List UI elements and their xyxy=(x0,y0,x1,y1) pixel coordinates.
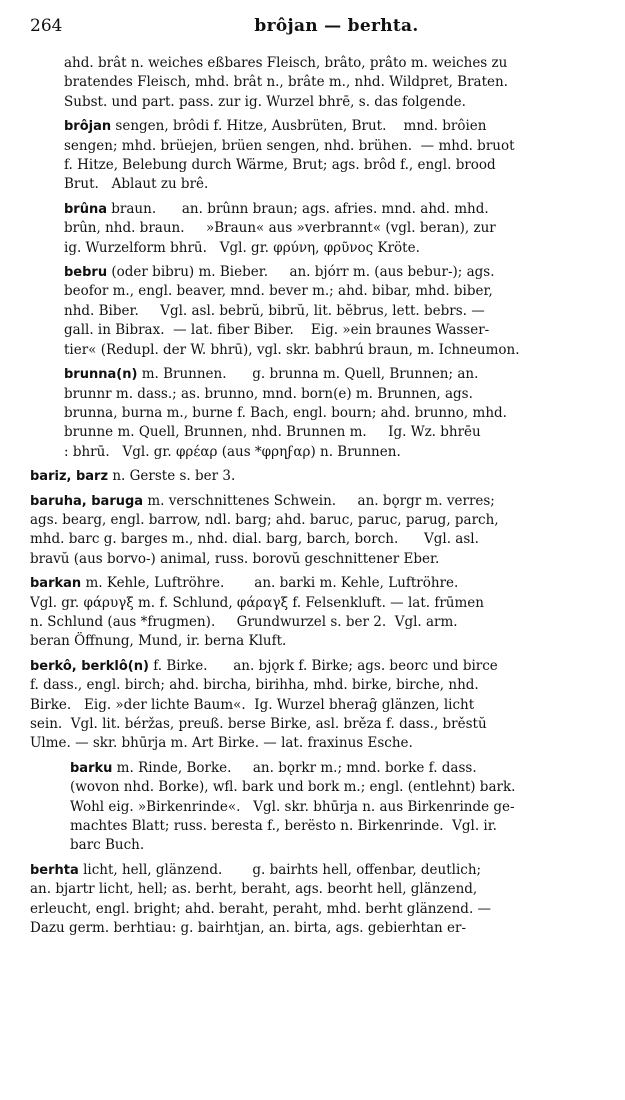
dictionary-entries xyxy=(30,54,603,938)
entry-line xyxy=(30,632,603,651)
dictionary-entry xyxy=(30,365,603,462)
entry-text: sein. Vgl. lit. béržas, preuß. berse Birke, asl. brěza f. dass., brěstŭ xyxy=(30,716,487,732)
entry-line xyxy=(30,219,603,238)
entry-line xyxy=(30,715,603,734)
entry-line xyxy=(30,778,603,797)
entry-line xyxy=(30,365,603,384)
entry-text: f. Birke. an. bjǫrk f. Birke; ags. beorc und birce xyxy=(148,657,498,674)
entry-line xyxy=(30,156,603,175)
entry-line xyxy=(30,798,603,817)
entry-line xyxy=(30,492,603,511)
entry-text: m. Rinde, Borke. an. bǫrkr m.; mnd. borke f. dass. xyxy=(112,759,477,776)
page-number: 264 xyxy=(30,16,63,36)
entry-line xyxy=(30,696,603,715)
entry-line xyxy=(30,861,603,880)
entry-text: licht, hell, glänzend. g. bairhts hell, offenbar, deutlich; xyxy=(78,861,482,878)
entry-text: Subst. und part. pass. zur ig. Wurzel bhrē, s. das folgende. xyxy=(64,93,466,110)
entry-line xyxy=(30,302,603,321)
entry-line xyxy=(30,900,603,919)
entry-line xyxy=(30,919,603,938)
dictionary-entry xyxy=(30,263,603,360)
entry-line xyxy=(30,404,603,423)
entry-text: erleucht, engl. bright; ahd. beraht, peraht, mhd. berht glänzend. — xyxy=(30,900,492,917)
entry-line xyxy=(30,117,603,136)
entry-text: m. Brunnen. g. brunna m. Quell, Brunnen; an. xyxy=(137,366,479,383)
entry-text: brûn, nhd. braun. »Braun« aus »verbrannt« (vgl. beran), zur xyxy=(64,220,496,237)
entry-text: beofor m., engl. beaver, mnd. bever m.; ahd. bibar, mhd. biber, xyxy=(64,283,493,300)
dictionary-entry xyxy=(30,861,603,939)
entry-text: Vgl. gr. φάρυγξ m. f. Schlund, φάραγξ f. Felsenkluft. — lat. frūmen xyxy=(30,594,484,611)
entry-line xyxy=(30,759,603,778)
dictionary-entry xyxy=(30,54,603,112)
entry-text: Ulme. — skr. bhūrja m. Art Birke. — lat. fraxinus Esche. xyxy=(30,735,413,752)
entry-text: ags. bearg, engl. barrow, ndl. barg; ahd. baruc, paruc, parug, parch, xyxy=(30,511,499,528)
entry-line xyxy=(30,530,603,549)
entry-line xyxy=(30,676,603,695)
entry-text: f. dass., engl. birch; ahd. bircha, birihha, mhd. birke, birche, nhd. xyxy=(30,677,479,694)
entry-text: ig. Wurzelform bhrū. Vgl. gr. φρύνη, φρῦνος Kröte. xyxy=(64,239,420,256)
entry-text: brunne m. Quell, Brunnen, nhd. Brunnen m. Ig. Wz. bhrēu xyxy=(64,424,481,441)
entry-headword: bebru xyxy=(64,265,108,281)
entry-line xyxy=(30,613,603,632)
entry-headword: barku xyxy=(70,760,113,776)
dictionary-entry xyxy=(30,467,603,486)
dictionary-entry xyxy=(30,657,603,754)
entry-text: (oder bibru) m. Bieber. an. bjórr m. (aus bebur-); ags. xyxy=(107,264,495,281)
entry-text: beran Öffnung, Mund, ir. berna Kluft. xyxy=(30,633,287,650)
dictionary-entry xyxy=(30,117,603,195)
entry-headword: baruha, baruga xyxy=(30,493,144,509)
entry-line xyxy=(30,836,603,855)
entry-line xyxy=(30,321,603,340)
entry-text: bratendes Fleisch, mhd. brât n., brâte m., nhd. Wildpret, Braten. xyxy=(64,74,508,91)
entry-headword: berhta xyxy=(30,862,79,878)
entry-text: n. Gerste s. ber 3. xyxy=(108,468,236,485)
entry-line xyxy=(30,574,603,593)
entry-headword: berkô, berklô(n) xyxy=(30,658,149,674)
entry-line xyxy=(30,263,603,282)
entry-line xyxy=(30,73,603,92)
entry-text: n. Schlund (aus *frugmen). Grundwurzel s. ber 2. Vgl. arm. xyxy=(30,613,458,630)
entry-text: m. Kehle, Luftröhre. an. barki m. Kehle, Luftröhre. xyxy=(81,575,459,592)
entry-line xyxy=(30,93,603,112)
page-header xyxy=(30,14,603,40)
entry-line xyxy=(30,594,603,613)
entry-line xyxy=(30,200,603,219)
entry-text: nhd. Biber. Vgl. asl. bebrŭ, bibrŭ, lit. bĕbrus, lett. bebrs. — xyxy=(64,302,485,319)
entry-headword: bariz, barz xyxy=(30,469,109,485)
entry-line xyxy=(30,137,603,156)
entry-text: Brut. Ablaut zu brê. xyxy=(64,176,209,193)
entry-text: braun. an. brûnn braun; ags. afries. mnd. ahd. mhd. xyxy=(107,200,489,217)
running-head: brôjan — berhta. xyxy=(254,16,419,36)
entry-text: gall. in Bibrax. — lat. fiber Biber. Eig. »ein braunes Wasser- xyxy=(64,322,490,339)
entry-text: ahd. brât n. weiches eßbares Fleisch, brâto, prâto m. weiches zu xyxy=(64,55,508,71)
entry-text: : bhrū. Vgl. gr. φρέαρ (aus *φρηϝαρ) n. Brunnen. xyxy=(64,443,401,460)
entry-text: m. verschnittenes Schwein. an. bǫrgr m. verres; xyxy=(143,492,495,509)
dictionary-entry xyxy=(30,492,603,570)
entry-text: an. bjartr licht, hell; as. berht, beraht, ags. beorht hell, glänzend, xyxy=(30,881,478,898)
entry-line xyxy=(30,54,603,73)
entry-line xyxy=(30,175,603,194)
entry-text: mhd. barc g. barges m., nhd. dial. barg, barch, borch. Vgl. asl. xyxy=(30,531,479,548)
dictionary-entry xyxy=(30,574,603,652)
entry-text: tier« (Redupl. der W. bhrū), vgl. skr. babhrú braun, m. Ichneumon. xyxy=(64,341,520,358)
entry-text: barc Buch. xyxy=(70,837,145,854)
entry-line xyxy=(30,443,603,462)
dictionary-entry xyxy=(30,759,603,856)
entry-line xyxy=(30,239,603,258)
entry-line xyxy=(30,341,603,360)
entry-line xyxy=(30,511,603,530)
entry-text: brunna, burna m., burne f. Bach, engl. bourn; ahd. brunno, mhd. xyxy=(64,404,507,421)
entry-line xyxy=(30,817,603,836)
entry-line xyxy=(30,467,603,486)
entry-line xyxy=(30,385,603,404)
entry-text: Dazu germ. berhtiau: g. bairhtjan, an. birta, ags. gebierhtan er- xyxy=(30,920,467,937)
entry-headword: brunna(n) xyxy=(64,367,138,383)
entry-text: Wohl eig. »Birkenrinde«. Vgl. skr. bhūrja n. aus Birkenrinde ge- xyxy=(70,798,515,815)
entry-headword: barkan xyxy=(30,576,82,592)
entry-text: (wovon nhd. Borke), wfl. bark und bork m.; engl. (entlehnt) bark. xyxy=(70,779,516,796)
entry-text: bravŭ (aus borvo-) animal, russ. borovŭ geschnittener Eber. xyxy=(30,550,440,567)
entry-line xyxy=(30,550,603,569)
entry-line xyxy=(30,423,603,442)
entry-headword: brûna xyxy=(64,201,107,217)
entry-line xyxy=(30,657,603,676)
entry-text: machtes Blatt; russ. beresta f., berësto n. Birkenrinde. Vgl. ir. xyxy=(70,818,497,835)
entry-line xyxy=(30,282,603,301)
dictionary-entry xyxy=(30,200,603,258)
entry-text: sengen, brôdi f. Hitze, Ausbrüten, Brut. mnd. brôien xyxy=(111,118,487,135)
entry-line xyxy=(30,880,603,899)
entry-text: Birke. Eig. »der lichte Baum«. Ig. Wurzel bherag̑ glänzen, licht xyxy=(30,696,475,713)
entry-text: f. Hitze, Belebung durch Wärme, Brut; ags. brôd f., engl. brood xyxy=(64,157,496,174)
entry-text: brunnr m. dass.; as. brunno, mnd. born(e) m. Brunnen, ags. xyxy=(64,385,473,402)
entry-line xyxy=(30,734,603,753)
entry-text: sengen; mhd. brüejen, brüen sengen, nhd. brühen. — mhd. bruot xyxy=(64,137,515,154)
entry-headword: brôjan xyxy=(64,119,112,135)
